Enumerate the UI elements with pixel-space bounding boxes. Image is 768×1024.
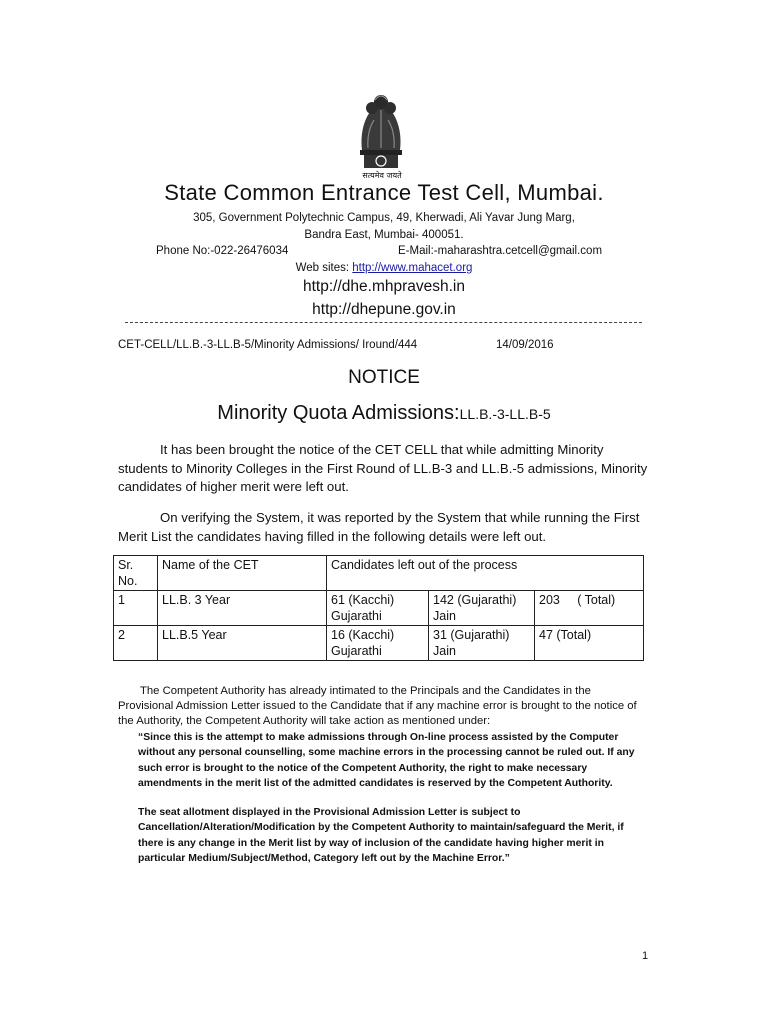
- cell-sr: 2: [114, 626, 158, 661]
- cell-cet: LL.B. 3 Year: [158, 591, 327, 626]
- cell-kacchi: 61 (Kacchi) Gujarathi: [327, 591, 429, 626]
- candidates-table: [113, 555, 644, 661]
- email-address: E-Mail:-maharashtra.cetcell@gmail.com: [398, 245, 603, 257]
- state-emblem-icon: [350, 84, 412, 180]
- emblem-motto: सत्यमेव जयते: [362, 171, 402, 180]
- reference-number: CET-CELL/LL.B.-3-LL.B-5/Minority Admissions/ Iround/444: [118, 339, 418, 351]
- address-line-2: Bandra East, Mumbai- 400051.: [304, 229, 464, 241]
- paragraph-1: It has been brought the notice of the CET CELL that while admitting Minority students to Minority Colleges in the First Round of LL.B-3 and LL.B.-5 admissions, Minority candidates of higher merit were left out.: [118, 442, 648, 494]
- quoted-clause-2: The seat allotment displayed in the Provisional Admission Letter is subject to Cancellation/Alteration/Modification by the Competent Authority to maintain/safeguard the Merit, if there is any change in the Merit list by way of inclusion of the candidate having higher merit in particular Medium/Subject/Method, Category left out by the Machine Error.”: [138, 807, 624, 864]
- table-row: [114, 626, 644, 661]
- cell-total: 203 ( Total): [535, 591, 644, 626]
- page-number: 1: [642, 950, 649, 962]
- cell-sr: 1: [114, 591, 158, 626]
- paragraph-2: On verifying the System, it was reported by the System that while running the First Merit List the candidates having filled in the following details were left out.: [118, 510, 640, 544]
- website-link-dhepune[interactable]: http://dhepune.gov.in: [312, 301, 456, 318]
- cell-jain: 31 (Gujarathi) Jain: [429, 626, 535, 661]
- address-line-1: 305, Government Polytechnic Campus, 49, Kherwadi, Ali Yavar Jung Marg,: [193, 212, 575, 224]
- header-sr-no: Sr. No.: [114, 556, 158, 591]
- quoted-clause-1: “Since this is the attempt to make admissions through On-line process assisted by the Computer without any personal counselling, some machine errors in the processing cannot be ruled out. If any such error is brought to the notice of the Competent Authority, the right to make necessary amendments in the merit list of the admitted candidates is reserved by the Competent Authority.: [138, 732, 635, 789]
- phone-number: Phone No:-022-26476034: [156, 245, 289, 257]
- subject-suffix: LL.B.-3-LL.B-5: [459, 406, 551, 422]
- header-candidates-left-out: Candidates left out of the process: [327, 556, 644, 591]
- office-title: State Common Entrance Test Cell, Mumbai.: [164, 180, 604, 205]
- table-row: [114, 591, 644, 626]
- cell-jain: 142 (Gujarathi) Jain: [429, 591, 535, 626]
- cell-total: 47 (Total): [535, 626, 644, 661]
- table-header-row: [114, 556, 644, 591]
- website-link-mhpravesh[interactable]: http://dhe.mhpravesh.in: [303, 278, 465, 295]
- subject-main: Minority Quota Admissions:: [217, 402, 460, 424]
- websites-line: [0, 262, 768, 274]
- header-cet-name: Name of the CET: [158, 556, 327, 591]
- notice-subject: [0, 402, 768, 425]
- cell-kacchi: 16 (Kacchi) Gujarathi: [327, 626, 429, 661]
- notice-heading: NOTICE: [348, 367, 420, 388]
- dashed-divider: [125, 322, 642, 323]
- websites-label: Web sites:: [295, 262, 353, 274]
- notice-date: 14/09/2016: [496, 339, 554, 351]
- paragraph-3: The Competent Authority has already intimated to the Principals and the Candidates in the Provisional Admission Letter issued to the Candidate that if any machine error is brought to the notice of the Authority, the Competent Authority will take action as mentioned under:: [118, 685, 637, 727]
- website-link-mahacet[interactable]: http://www.mahacet.org: [352, 262, 473, 274]
- cell-cet: LL.B.5 Year: [158, 626, 327, 661]
